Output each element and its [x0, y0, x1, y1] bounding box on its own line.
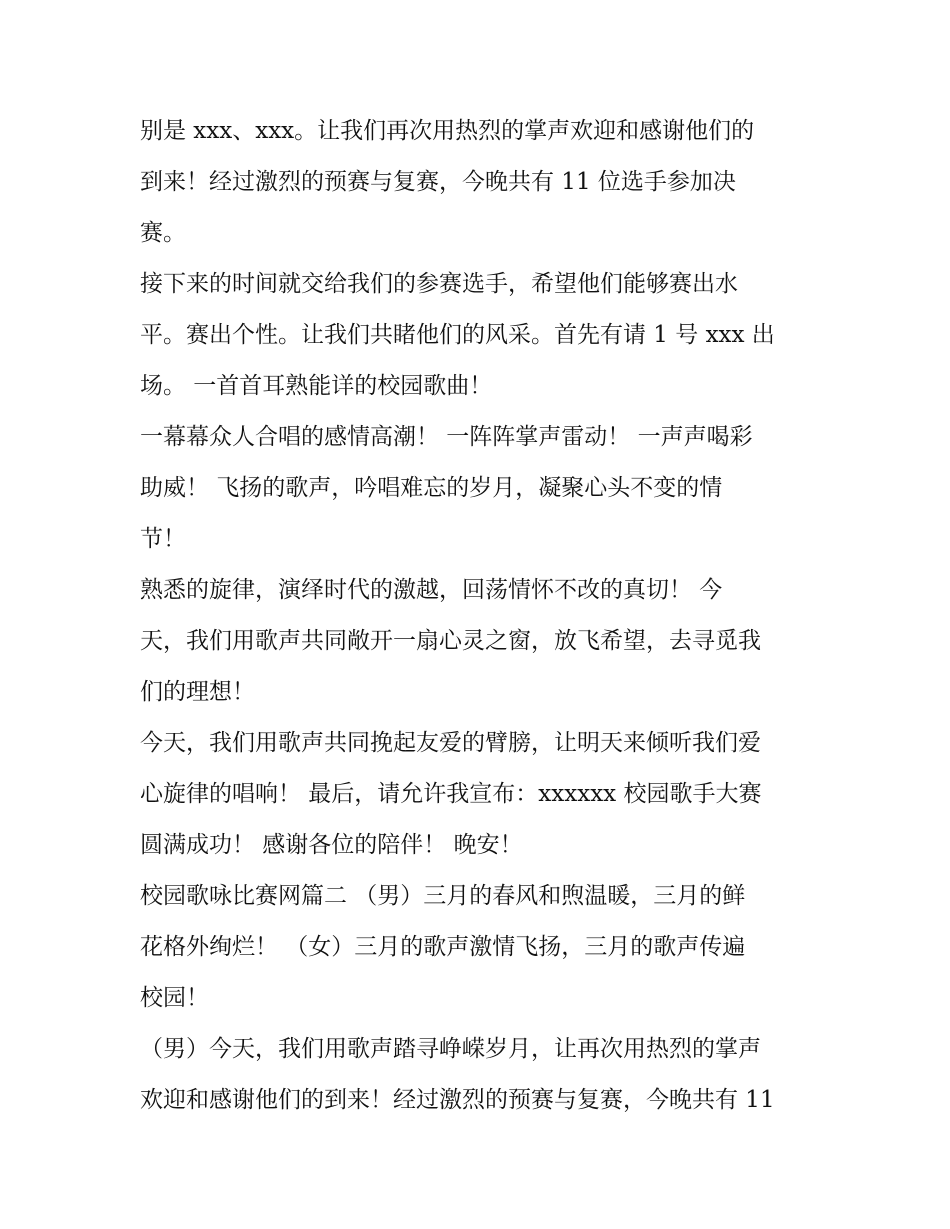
text-line: 一幕幕众人合唱的感情高潮！ 一阵阵掌声雷动！ 一声声喝彩 — [140, 424, 753, 450]
text-line: 花格外绚烂！ （女）三月的歌声激情飞扬，三月的歌声传遍 — [140, 934, 746, 960]
text-line: 赛。 — [140, 220, 186, 246]
text-line: 天，我们用歌声共同敞开一扇心灵之窗，放飞希望，去寻觅我 — [140, 628, 761, 654]
text-line: 平。赛出个性。让我们共睹他们的风采。首先有请 1 号 xxx 出 — [140, 322, 775, 348]
text-line: 熟悉的旋律，演绎时代的激越，回荡情怀不改的真切！ 今 — [140, 577, 723, 603]
text-line: 节！ — [140, 526, 186, 552]
text-line: 到来！经过激烈的预赛与复赛，今晚共有 11 位选手参加决 — [140, 169, 736, 195]
text-line: 心旋律的唱响！ 最后，请允许我宣布：xxxxxx 校园歌手大赛 — [140, 781, 762, 807]
text-line: 校园歌咏比赛网篇二 （男）三月的春风和煦温暖，三月的鲜 — [140, 883, 746, 909]
text-line: 助威！ 飞扬的歌声，吟唱难忘的岁月，凝聚心头不变的情 — [140, 475, 723, 501]
text-line: 圆满成功！ 感谢各位的陪伴！ 晚安！ — [140, 832, 523, 858]
text-line: （男）今天，我们用歌声踏寻峥嵘岁月，让再次用热烈的掌声 — [140, 1036, 761, 1062]
text-line: 别是 xxx、xxx。让我们再次用热烈的掌声欢迎和感谢他们的 — [140, 118, 755, 144]
document-body — [140, 106, 820, 1126]
text-line: 场。 一首首耳熟能详的校园歌曲！ — [140, 373, 493, 399]
text-line: 们的理想！ — [140, 679, 255, 705]
text-line: 校园！ — [140, 985, 209, 1011]
text-line: 欢迎和感谢他们的到来！经过激烈的预赛与复赛，今晚共有 11 — [140, 1087, 775, 1113]
text-line: 接下来的时间就交给我们的参赛选手，希望他们能够赛出水 — [140, 271, 738, 297]
text-line: 今天，我们用歌声共同挽起友爱的臂膀，让明天来倾听我们爱 — [140, 730, 761, 756]
